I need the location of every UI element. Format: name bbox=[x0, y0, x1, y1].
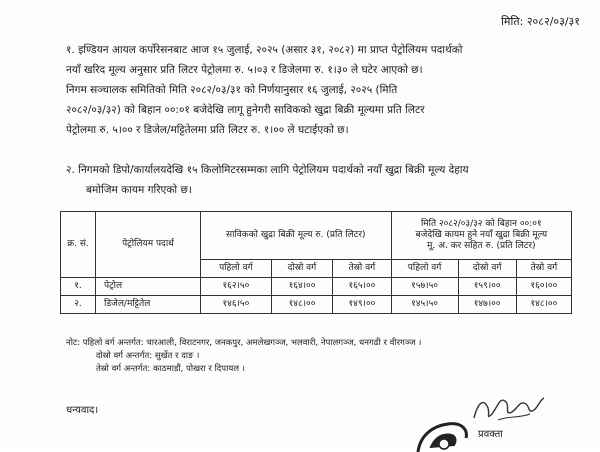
paragraph-2-line: बमोजिम कायम गरिएको छ। bbox=[86, 184, 192, 196]
header-class: तेस्रो वर्ग bbox=[333, 260, 391, 278]
signature-icon bbox=[468, 392, 548, 426]
thanks-text: धन्यवाद। bbox=[66, 405, 99, 416]
spokesperson-label: प्रवक्ता bbox=[478, 429, 503, 440]
header-class: दोस्रो वर्ग bbox=[271, 260, 333, 278]
header-new-price-group bbox=[391, 212, 571, 260]
cell-price: १६०।०० bbox=[516, 278, 571, 296]
cell-price: १५९।०० bbox=[458, 278, 516, 296]
paragraph-2 bbox=[66, 160, 578, 200]
paragraph-2-line: २. निगमको डिपो/कार्यालयदेखि १५ किलोमिटरसम्मका लागि पेट्रोलियम पदार्थको नयाँ खुद्रा बिक्री मूल्य देहाय bbox=[66, 164, 469, 176]
header-new-price-line: मिति २०८२/०३/३२ को बिहान ००:०१ bbox=[420, 219, 542, 229]
header-class: दोस्रो वर्ग bbox=[458, 260, 516, 278]
paragraph-1-line: १. इण्डियन आयल कर्पोरेसनबाट आज १५ जुलाई, २०२५ (असार ३१, २०८२) मा प्राप्त पेट्रोलियम पदार्थको bbox=[66, 44, 463, 56]
header-serial-number: क्र. सं. bbox=[61, 212, 96, 278]
paragraph-1-line: पेट्रोलमा रु. ५।०० र डिजेल/मट्टितेलमा प्रति लिटर रु. १।०० ले घटाईएको छ। bbox=[66, 124, 349, 136]
paragraph-1-line: २०८२/०३/३२) को बिहान ००:०१ बजेदेखि लागू हुनेगरी साविकको खुद्रा बिक्री मूल्यमा प्रति लिटर bbox=[66, 104, 425, 116]
cell-price: १४८।०० bbox=[271, 296, 333, 314]
header-new-price-line: मू. अ. कर सहित रु. (प्रति लिटर) bbox=[427, 241, 536, 251]
header-product: पेट्रोलियम पदार्थ bbox=[96, 212, 201, 278]
cell-price: १४८।०० bbox=[516, 296, 571, 314]
cell-product: डिजेल/मट्टितेल bbox=[96, 296, 201, 314]
table-row bbox=[61, 278, 572, 296]
paragraph-1-line: नयाँ खरिद मूल्य अनुसार प्रति लिटर पेट्रोलमा रु. ५।०३ र डिजेलमा रु. १।३० ले घटेर आएको छ। bbox=[66, 64, 423, 76]
cell-price: १५७।५० bbox=[391, 278, 458, 296]
cell-price: १६२।५० bbox=[201, 278, 272, 296]
cell-price: १४६।५० bbox=[201, 296, 272, 314]
cell-price: १४५।५० bbox=[391, 296, 458, 314]
cell-price: १४७।०० bbox=[458, 296, 516, 314]
header-class: पहिलो वर्ग bbox=[201, 260, 272, 278]
cell-price: १४९।०० bbox=[333, 296, 391, 314]
cell-product: पेट्रोल bbox=[96, 278, 201, 296]
cell-serial: १. bbox=[61, 278, 96, 296]
notes bbox=[66, 337, 421, 376]
cell-price: १६५।०० bbox=[333, 278, 391, 296]
cell-price: १६४।०० bbox=[271, 278, 333, 296]
seal-stamp-icon bbox=[410, 408, 470, 452]
cell-serial: २. bbox=[61, 296, 96, 314]
note-line: नोट: पहिलो वर्ग अन्तर्गत: चारआली, विराटनगर, जनकपुर, अमलेखगञ्ज, भलवारी, नेपालगञ्ज, धनगढी र वीरगञ्ज । bbox=[66, 338, 422, 348]
header-old-price-group: साविकको खुद्रा बिक्री मूल्य रु. (प्रति लिटर) bbox=[201, 212, 392, 260]
table-row bbox=[61, 296, 572, 314]
header-new-price-line: बजेदेखि कायम हुने नयाँ खुद्रा बिक्री मूल्य bbox=[415, 230, 548, 240]
header-class: पहिलो वर्ग bbox=[391, 260, 458, 278]
paragraph-1-line: निगम सञ्चालक समितिको मिति २०८२/०३/३१ को निर्णयानुसार १६ जुलाई, २०२५ (मिति bbox=[66, 84, 398, 96]
note-line: दोस्रो वर्ग अन्तर्गत: सुर्खेत र दाङ । bbox=[96, 351, 200, 361]
note-line: तेस्रो वर्ग अन्तर्गत: काठमाडौं, पोखरा र दिपायल । bbox=[96, 364, 245, 374]
header-class: तेस्रो वर्ग bbox=[516, 260, 571, 278]
release-date: मिति: २०८२/०३/३१ bbox=[501, 15, 580, 28]
price-table bbox=[60, 211, 572, 314]
paragraph-1 bbox=[66, 40, 578, 140]
table-header-row bbox=[61, 212, 572, 260]
